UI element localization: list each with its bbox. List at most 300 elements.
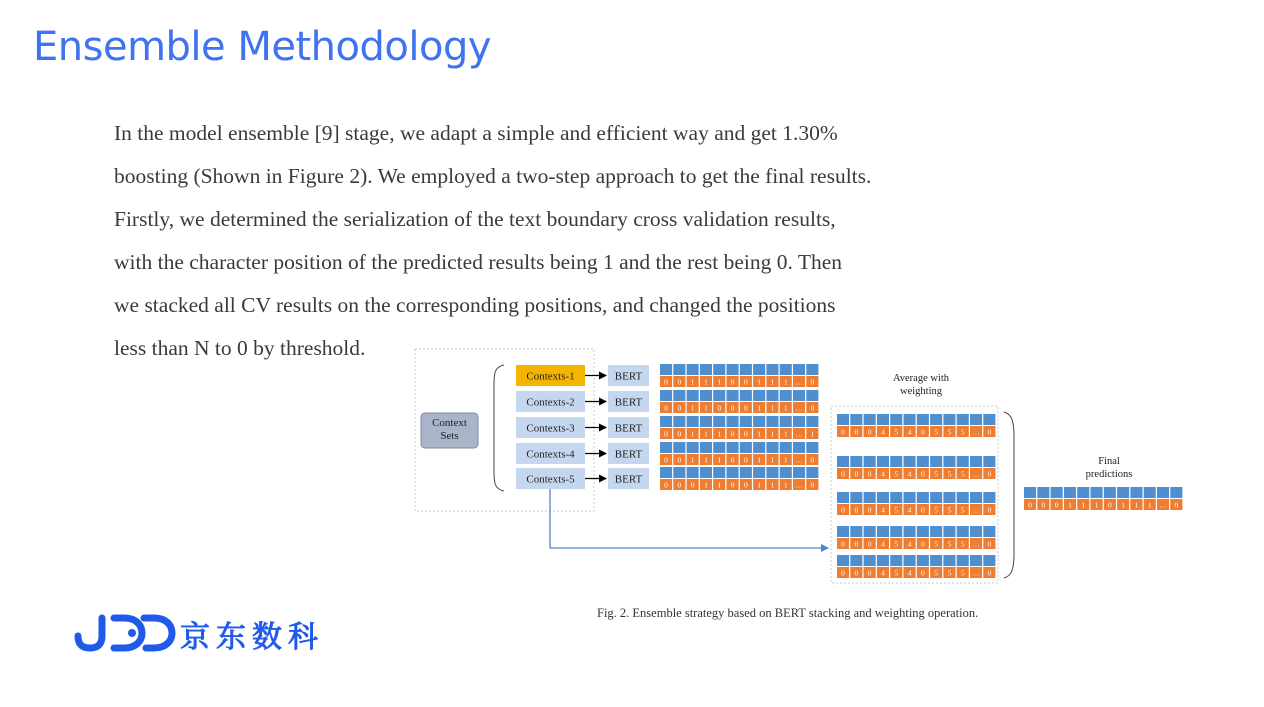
weighted-output-1-value-label: 4 [907, 427, 912, 437]
bert-output-4-value-label: 0 [664, 455, 668, 465]
bert-output-4-value-label: 0 [743, 455, 748, 465]
final-output-token-cell [1037, 487, 1049, 498]
bert-output-1-token-cell [727, 364, 739, 375]
weighted-output-2-value-label: 5 [960, 469, 965, 479]
context-row-1 [516, 365, 649, 386]
final-output-value-label: 1 [1068, 500, 1072, 510]
bert-output-5-token-cell [740, 467, 752, 478]
logo-dot [128, 629, 136, 637]
bert-output-4-value-label: 1 [717, 455, 722, 465]
weighted-output-1-value-label: … [972, 427, 980, 437]
bert-output-2-token-cell [753, 390, 765, 401]
weighted-output-3-token-cell [904, 492, 916, 503]
context5-to-weighted-arrow [550, 489, 828, 548]
weighted-output-1-value-label: 0 [920, 427, 925, 437]
context-row-2 [516, 391, 649, 412]
final-output-value-label: 1 [1081, 500, 1086, 510]
weighted-output-4-value-label: 5 [960, 539, 965, 549]
bert-output-1-token-cell [806, 364, 818, 375]
weighted-output-4-token-cell [837, 526, 849, 537]
weighted-output-5-value-label: 5 [960, 568, 965, 578]
bert-output-4-token-cell [700, 442, 712, 453]
weighted-output-1-value-label: 5 [960, 427, 965, 437]
bert-output-3-token-cell [700, 416, 712, 427]
final-output-value-label: 1 [1094, 500, 1099, 510]
weighted-output-1-token-cell [864, 414, 876, 425]
bert-output-4-token-cell [780, 442, 792, 453]
bert-output-2-value-label: 0 [810, 403, 815, 413]
paragraph-line-5: we stacked all CV results on the corresponding positions, and changed the positions [114, 293, 836, 317]
weighted-output-4-token-cell [877, 526, 889, 537]
bert-output-2-token-cell [713, 390, 725, 401]
bert-output-5-value-label: 1 [717, 480, 722, 490]
bert-output-2-token-cell [806, 390, 818, 401]
bert-output-2-value-label: 1 [783, 403, 788, 413]
weighted-output-2-value-label: … [972, 469, 980, 479]
bert-output-1-token-cell [687, 364, 699, 375]
weighted-output-3-value-label: 5 [947, 505, 952, 515]
final-output-value-label: … [1159, 500, 1167, 510]
weighted-output-1-value-label: 5 [934, 427, 939, 437]
weighted-output-1-token-cell [850, 414, 862, 425]
weighted-output-5-value-label: 5 [894, 568, 899, 578]
bert-output-5-value-label: 0 [677, 480, 682, 490]
weighted-output-3-value-label: 0 [854, 505, 859, 515]
logo-j-mark [78, 618, 102, 648]
bert-output-4-token-cell [806, 442, 818, 453]
weighted-output-2-token-cell [957, 456, 969, 467]
weighted-output-3-value-label: 5 [934, 505, 939, 515]
weighted-output-3-token-cell [930, 492, 942, 503]
weighted-output-1-token-cell [917, 414, 929, 425]
bert-output-4-token-cell [740, 442, 752, 453]
weighted-output-2-token-cell [904, 456, 916, 467]
weighted-output-3-value-label: 0 [920, 505, 925, 515]
weighted-output-1-value-label: 0 [987, 427, 992, 437]
bert-output-5-token-cell [660, 467, 672, 478]
weighted-output-3-token-cell [837, 492, 849, 503]
final-output-value-label: 1 [1121, 500, 1126, 510]
bert-output-5-token-cell [753, 467, 765, 478]
bert-output-5-value-label: 1 [704, 480, 708, 490]
weighted-output-1-value-label: 5 [894, 427, 899, 437]
weighted-output-1-token-cell [943, 414, 955, 425]
bert-output-1-value-label: 0 [810, 377, 815, 387]
bert-output-3-token-cell [753, 416, 765, 427]
bert-output-2-token-cell [740, 390, 752, 401]
bert-output-1-value-label: … [795, 377, 803, 387]
weighted-output-1-token-cell [930, 414, 942, 425]
weighted-output-2-value-label: 0 [920, 469, 925, 479]
final-output-token-cell [1117, 487, 1129, 498]
bert-output-1-token-cell [793, 364, 805, 375]
weighted-output-1-token-cell [877, 414, 889, 425]
weighted-output-5-token-cell [917, 555, 929, 566]
final-output-token-cell [1144, 487, 1156, 498]
final-output-token-cell [1051, 487, 1063, 498]
bert-output-3-value-label: 0 [743, 429, 748, 439]
bert-output-5-value-label: 1 [783, 480, 788, 490]
bert-output-4-token-cell [793, 442, 805, 453]
bert-output-5-value-label: 0 [743, 480, 748, 490]
weighted-output-5-token-cell [837, 555, 849, 566]
bert-output-2-token-cell [673, 390, 685, 401]
bert-label-1: BERT [614, 370, 643, 383]
bert-output-3-token-cell [713, 416, 725, 427]
bert-output-3-value-label: 1 [770, 429, 775, 439]
final-output-token-cell [1130, 487, 1142, 498]
weighted-output-4-value-label: 0 [854, 539, 859, 549]
weighted-output-1-token-cell [970, 414, 982, 425]
paragraph-line-6: less than N to 0 by threshold. [114, 336, 366, 360]
weighted-output-3-value-label: 5 [960, 505, 965, 515]
weighted-output-3-token-cell [943, 492, 955, 503]
bert-output-2-token-cell [766, 390, 778, 401]
bert-label-4: BERT [614, 448, 643, 461]
final-output-token-cell [1064, 487, 1076, 498]
bert-output-4-value-label: 0 [810, 455, 815, 465]
bert-output-3-token-cell [727, 416, 739, 427]
final-output-token-cell [1077, 487, 1089, 498]
weighted-output-5-token-cell [930, 555, 942, 566]
bert-output-5-value-label: 1 [757, 480, 762, 490]
bert-output-1-value-label: 1 [717, 377, 722, 387]
weighted-output-2-token-cell [850, 456, 862, 467]
slide-title: Ensemble Methodology [33, 24, 492, 70]
final-output-sequence [1024, 487, 1182, 510]
weighted-output-2-value-label: 5 [947, 469, 952, 479]
weighted-output-3-value-label: … [972, 505, 980, 515]
paragraph-line-1: In the model ensemble [9] stage, we adapt a simple and efficient way and get 1.30% [114, 121, 838, 145]
weighted-output-2-value-label: 0 [854, 469, 859, 479]
bert-output-5-token-cell [700, 467, 712, 478]
bert-output-2-token-cell [687, 390, 699, 401]
bert-output-2-token-cell [660, 390, 672, 401]
weighted-output-5-token-cell [850, 555, 862, 566]
bert-output-4-value-label: 0 [677, 455, 682, 465]
final-label-2: predictions [1085, 469, 1133, 480]
bert-output-2-value-label: 0 [743, 403, 748, 413]
final-label-1: Final [1098, 456, 1120, 467]
bert-output-2-value-label: 0 [717, 403, 722, 413]
weighted-output-3-value-label: 4 [881, 505, 885, 515]
bert-output-2-value-label: … [795, 403, 803, 413]
weighted-output-2-value-label: 4 [907, 469, 912, 479]
bert-output-5-value-label: 0 [690, 480, 695, 490]
final-output-token-cell [1091, 487, 1103, 498]
weighted-output-5-value-label: 0 [854, 568, 859, 578]
weighted-output-4-value-label: 0 [987, 539, 992, 549]
weighted-output-5-value-label: … [972, 568, 980, 578]
weighted-output-4-token-cell [850, 526, 862, 537]
bert-output-5-value-label: 0 [664, 480, 668, 490]
bert-output-1-token-cell [753, 364, 765, 375]
bert-output-1-value-label: 1 [783, 377, 788, 387]
ensemble-diagram [410, 342, 1190, 592]
weighted-output-1-token-cell [837, 414, 849, 425]
weighted-output-4-token-cell [917, 526, 929, 537]
bert-output-5-token-cell [687, 467, 699, 478]
weighted-output-2-value-label: 5 [934, 469, 939, 479]
weighted-output-2-value-label: 0 [987, 469, 992, 479]
bert-output-4-token-cell [766, 442, 778, 453]
bert-output-2-value-label: 1 [770, 403, 775, 413]
bert-output-5-token-cell [793, 467, 805, 478]
bert-output-4-token-cell [727, 442, 739, 453]
bert-output-4-value-label: 1 [783, 455, 788, 465]
weighted-output-3-token-cell [970, 492, 982, 503]
weighted-output-1-value-label: 0 [854, 427, 859, 437]
bert-output-2-token-cell [793, 390, 805, 401]
bert-output-3-value-label: 0 [664, 429, 668, 439]
weighted-output-4-token-cell [957, 526, 969, 537]
weighted-output-2-value-label: 5 [894, 469, 899, 479]
weighted-output-2-token-cell [983, 456, 995, 467]
weighted-output-4-value-label: 0 [841, 539, 845, 549]
weighted-output-2-value-label: 4 [881, 469, 885, 479]
context-row-3 [516, 417, 649, 438]
weighted-output-sequences [837, 414, 995, 578]
bert-output-3-token-cell [673, 416, 685, 427]
bert-output-4-token-cell [673, 442, 685, 453]
bert-output-4-value-label: 0 [730, 455, 735, 465]
weighted-output-2-token-cell [837, 456, 849, 467]
bert-label-3: BERT [614, 422, 643, 435]
final-output-value-label: 0 [1041, 500, 1046, 510]
right-brace [1004, 412, 1014, 578]
bert-output-3-value-label: … [795, 429, 803, 439]
weighted-output-3-value-label: 4 [907, 505, 912, 515]
weighted-output-1-value-label: 0 [841, 427, 845, 437]
weighted-output-4-value-label: 5 [894, 539, 899, 549]
bert-output-sequences [660, 364, 818, 490]
weighted-output-3-token-cell [983, 492, 995, 503]
bert-output-5-value-label: 0 [730, 480, 735, 490]
weighted-output-1-token-cell [904, 414, 916, 425]
weighted-output-2-token-cell [970, 456, 982, 467]
final-output-token-cell [1024, 487, 1036, 498]
weighted-output-5-value-label: 5 [947, 568, 952, 578]
final-output-value-label: 1 [1147, 500, 1152, 510]
weighted-output-5-token-cell [983, 555, 995, 566]
bert-output-1-value-label: 0 [677, 377, 682, 387]
weighted-output-4-token-cell [943, 526, 955, 537]
bert-output-2-value-label: 1 [690, 403, 695, 413]
weighted-output-4-value-label: 5 [947, 539, 952, 549]
context-row-4 [516, 443, 649, 464]
logo-d-mark-2 [144, 618, 172, 648]
bert-output-1-token-cell [673, 364, 685, 375]
paragraph-line-3: Firstly, we determined the serialization of the text boundary cross validation results, [114, 207, 836, 231]
bert-output-3-value-label: 1 [783, 429, 788, 439]
bert-output-2-token-cell [780, 390, 792, 401]
bert-output-3-value-label: 0 [677, 429, 682, 439]
weighted-output-3-value-label: 0 [987, 505, 992, 515]
bert-output-4-value-label: 1 [757, 455, 762, 465]
bert-output-1-value-label: 0 [730, 377, 735, 387]
bert-output-4-token-cell [660, 442, 672, 453]
bert-output-2-token-cell [727, 390, 739, 401]
weighted-output-5-token-cell [970, 555, 982, 566]
weighted-output-3-token-cell [877, 492, 889, 503]
weighted-output-1-value-label: 5 [947, 427, 952, 437]
figure-caption: Fig. 2. Ensemble strategy based on BERT stacking and weighting operation. [597, 606, 979, 620]
bert-output-4-token-cell [753, 442, 765, 453]
final-output-value-label: 0 [1174, 500, 1179, 510]
bert-output-3-token-cell [660, 416, 672, 427]
weighted-output-3-token-cell [890, 492, 902, 503]
bert-output-5-value-label: … [795, 480, 803, 490]
context-sets-label-1: Context [432, 417, 467, 429]
weighted-output-4-token-cell [970, 526, 982, 537]
bert-label-5: BERT [614, 473, 643, 486]
weighted-output-5-value-label: 4 [907, 568, 912, 578]
bert-output-5-value-label: 0 [810, 480, 815, 490]
context-label-4: Contexts-4 [526, 448, 575, 461]
bert-output-1-value-label: 1 [690, 377, 695, 387]
bert-output-5-token-cell [727, 467, 739, 478]
weighted-output-1-value-label: 0 [867, 427, 872, 437]
final-output-value-label: 1 [1134, 500, 1139, 510]
weighted-output-4-value-label: 0 [920, 539, 925, 549]
weighted-output-4-value-label: … [972, 539, 980, 549]
bert-output-5-token-cell [780, 467, 792, 478]
weighted-output-5-value-label: 5 [934, 568, 939, 578]
bert-output-1-value-label: 0 [664, 377, 668, 387]
paragraph-line-2: boosting (Shown in Figure 2). We employed a two-step approach to get the final results. [114, 164, 872, 188]
weighted-output-5-value-label: 0 [867, 568, 872, 578]
bert-output-4-token-cell [713, 442, 725, 453]
context-label-3: Contexts-3 [526, 422, 575, 435]
context-label-1: Contexts-1 [526, 370, 575, 383]
bert-output-2-value-label: 1 [757, 403, 762, 413]
weighted-output-3-value-label: 5 [894, 505, 899, 515]
weighted-output-5-value-label: 4 [881, 568, 885, 578]
paragraph-line-4: with the character position of the predicted results being 1 and the rest being 0. Then [114, 250, 842, 274]
weighted-output-5-token-cell [890, 555, 902, 566]
weighted-output-4-value-label: 4 [881, 539, 885, 549]
bert-output-1-token-cell [766, 364, 778, 375]
weighted-output-2-token-cell [917, 456, 929, 467]
bert-output-1-token-cell [660, 364, 672, 375]
final-output-token-cell [1157, 487, 1169, 498]
bert-output-3-value-label: 1 [810, 429, 815, 439]
bert-output-1-token-cell [740, 364, 752, 375]
context-label-2: Contexts-2 [526, 396, 575, 409]
bert-output-3-token-cell [780, 416, 792, 427]
bert-output-1-value-label: 1 [704, 377, 708, 387]
final-output-token-cell [1170, 487, 1182, 498]
weighted-label-2: weighting [900, 386, 942, 397]
weighted-output-5-token-cell [864, 555, 876, 566]
bert-output-1-value-label: 0 [743, 377, 748, 387]
bert-output-5-token-cell [766, 467, 778, 478]
final-output-token-cell [1104, 487, 1116, 498]
weighted-output-4-value-label: 5 [934, 539, 939, 549]
weighted-output-3-token-cell [957, 492, 969, 503]
bert-output-5-token-cell [673, 467, 685, 478]
final-output-value-label: 0 [1107, 500, 1112, 510]
bert-output-1-value-label: 1 [770, 377, 775, 387]
weighted-output-2-value-label: 0 [841, 469, 845, 479]
weighted-output-5-value-label: 0 [920, 568, 925, 578]
bert-output-4-value-label: 1 [770, 455, 775, 465]
bert-output-3-token-cell [766, 416, 778, 427]
weighted-output-3-value-label: 0 [841, 505, 845, 515]
bert-output-5-token-cell [713, 467, 725, 478]
weighted-output-4-value-label: 4 [907, 539, 912, 549]
bert-output-3-token-cell [806, 416, 818, 427]
weighted-output-3-value-label: 0 [867, 505, 872, 515]
context-row-5 [516, 468, 649, 489]
weighted-output-3-token-cell [850, 492, 862, 503]
bert-label-2: BERT [614, 396, 643, 409]
bert-output-3-token-cell [793, 416, 805, 427]
weighted-output-4-value-label: 0 [867, 539, 872, 549]
bert-output-3-value-label: 1 [757, 429, 762, 439]
left-brace [494, 365, 504, 491]
weighted-output-5-value-label: 0 [841, 568, 845, 578]
logo-text: 京东数科 [180, 620, 324, 655]
bert-output-3-value-label: 0 [730, 429, 735, 439]
bert-output-3-token-cell [740, 416, 752, 427]
bert-output-1-token-cell [713, 364, 725, 375]
bert-output-5-token-cell [806, 467, 818, 478]
final-output-value-label: 0 [1054, 500, 1059, 510]
bert-output-2-value-label: 1 [704, 403, 708, 413]
weighted-output-3-token-cell [864, 492, 876, 503]
weighted-output-4-token-cell [890, 526, 902, 537]
bert-output-3-value-label: 1 [717, 429, 722, 439]
bert-output-2-token-cell [700, 390, 712, 401]
weighted-output-2-value-label: 0 [867, 469, 872, 479]
weighted-output-4-token-cell [983, 526, 995, 537]
bert-output-2-value-label: 0 [664, 403, 668, 413]
weighted-output-5-token-cell [943, 555, 955, 566]
weighted-output-3-token-cell [917, 492, 929, 503]
weighted-label-1: Average with [892, 373, 950, 384]
weighted-output-1-value-label: 4 [881, 427, 885, 437]
bert-output-2-value-label: 0 [677, 403, 682, 413]
weighted-output-4-token-cell [930, 526, 942, 537]
weighted-output-4-token-cell [864, 526, 876, 537]
bert-output-4-value-label: 1 [704, 455, 708, 465]
weighted-output-5-token-cell [904, 555, 916, 566]
weighted-output-2-token-cell [877, 456, 889, 467]
weighted-output-1-token-cell [890, 414, 902, 425]
bert-output-1-value-label: 1 [757, 377, 762, 387]
weighted-output-2-token-cell [890, 456, 902, 467]
weighted-output-5-token-cell [957, 555, 969, 566]
context-sets-label-2: Sets [440, 430, 459, 442]
bert-output-4-token-cell [687, 442, 699, 453]
bert-output-5-value-label: 1 [770, 480, 775, 490]
weighted-output-2-token-cell [930, 456, 942, 467]
bert-output-4-value-label: 1 [690, 455, 695, 465]
weighted-output-1-token-cell [983, 414, 995, 425]
weighted-output-5-value-label: 0 [987, 568, 992, 578]
bert-output-3-value-label: 1 [690, 429, 695, 439]
weighted-output-4-token-cell [904, 526, 916, 537]
weighted-output-2-token-cell [943, 456, 955, 467]
bert-output-4-value-label: … [795, 455, 803, 465]
bert-output-1-token-cell [700, 364, 712, 375]
context-label-5: Contexts-5 [526, 473, 575, 486]
bert-output-2-value-label: 0 [730, 403, 735, 413]
weighted-output-1-token-cell [957, 414, 969, 425]
weighted-output-5-token-cell [877, 555, 889, 566]
bert-output-3-value-label: 1 [704, 429, 708, 439]
